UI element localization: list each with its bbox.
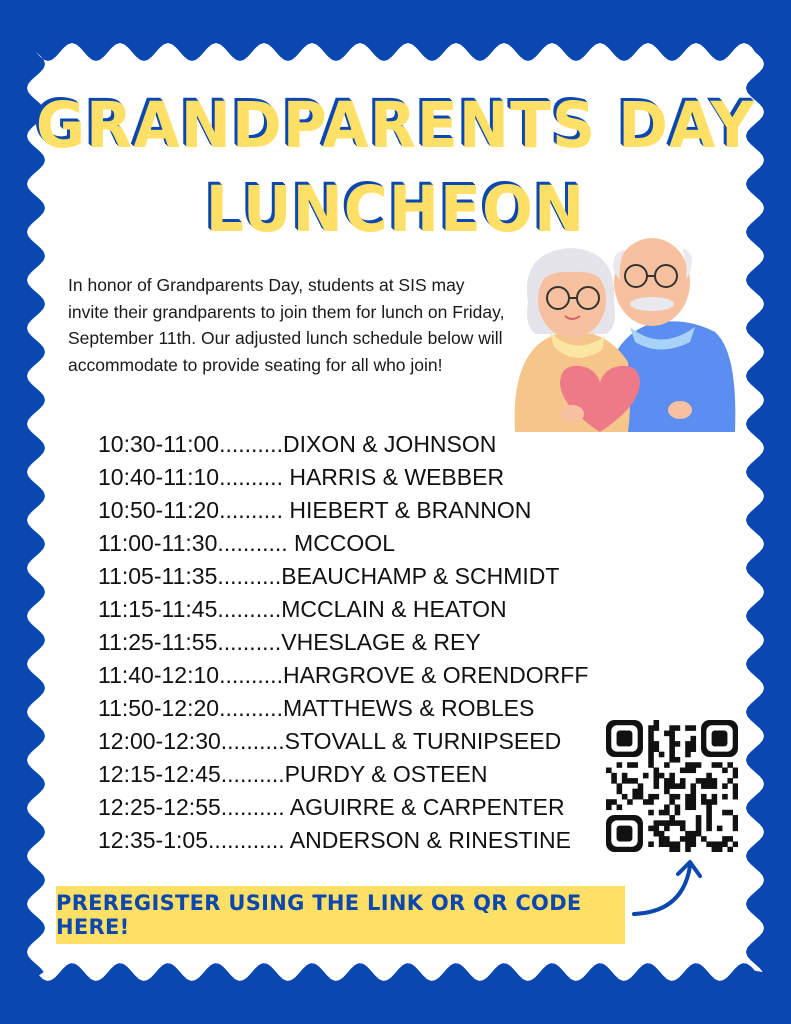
- grandparents-illustration: [510, 232, 740, 437]
- curved-arrow-icon: [628, 852, 708, 922]
- schedule-row: 12:25-12:55.......... AGUIRRE & CARPENTER: [98, 794, 565, 820]
- schedule-row: 11:00-11:30........... MCCOOL: [98, 530, 395, 556]
- schedule-row: 11:50-12:20..........MATTHEWS & ROBLES: [98, 695, 535, 721]
- schedule-row: 11:40-12:10..........HARGROVE & ORENDORFF: [98, 662, 589, 688]
- schedule-row: 12:00-12:30..........STOVALL & TURNIPSEED: [98, 728, 562, 754]
- lunch-schedule: [98, 428, 588, 857]
- qr-code-icon[interactable]: [606, 720, 738, 852]
- schedule-row: 10:50-11:20.......... HIEBERT & BRANNON: [98, 497, 532, 523]
- intro-paragraph: In honor of Grandparents Day, students at SIS may invite their grandparents to join them for lunch on Friday, September 11th. Our adjusted lunch schedule below will accommodate to provide seating for all who join!: [68, 275, 505, 375]
- schedule-row: 12:15-12:45..........PURDY & OSTEEN: [98, 761, 488, 787]
- preregister-banner[interactable]: PREREGISTER USING THE LINK OR QR CODE HERE!: [56, 886, 625, 944]
- schedule-row: 10:40-11:10.......... HARRIS & WEBBER: [98, 464, 505, 490]
- title-line-2: LUNCHEON: [205, 173, 586, 247]
- title-line-1: GRANDPARENTS DAY: [35, 89, 756, 163]
- schedule-row: 12:35-1:05............ ANDERSON & RINESTINE: [98, 827, 571, 853]
- schedule-row: 11:05-11:35..........BEAUCHAMP & SCHMIDT: [98, 563, 560, 589]
- schedule-row: 11:15-11:45..........MCCLAIN & HEATON: [98, 596, 507, 622]
- schedule-row: 10:30-11:00..........DIXON & JOHNSON: [98, 431, 497, 457]
- schedule-row: 11:25-11:55..........VHESLAGE & REY: [98, 629, 481, 655]
